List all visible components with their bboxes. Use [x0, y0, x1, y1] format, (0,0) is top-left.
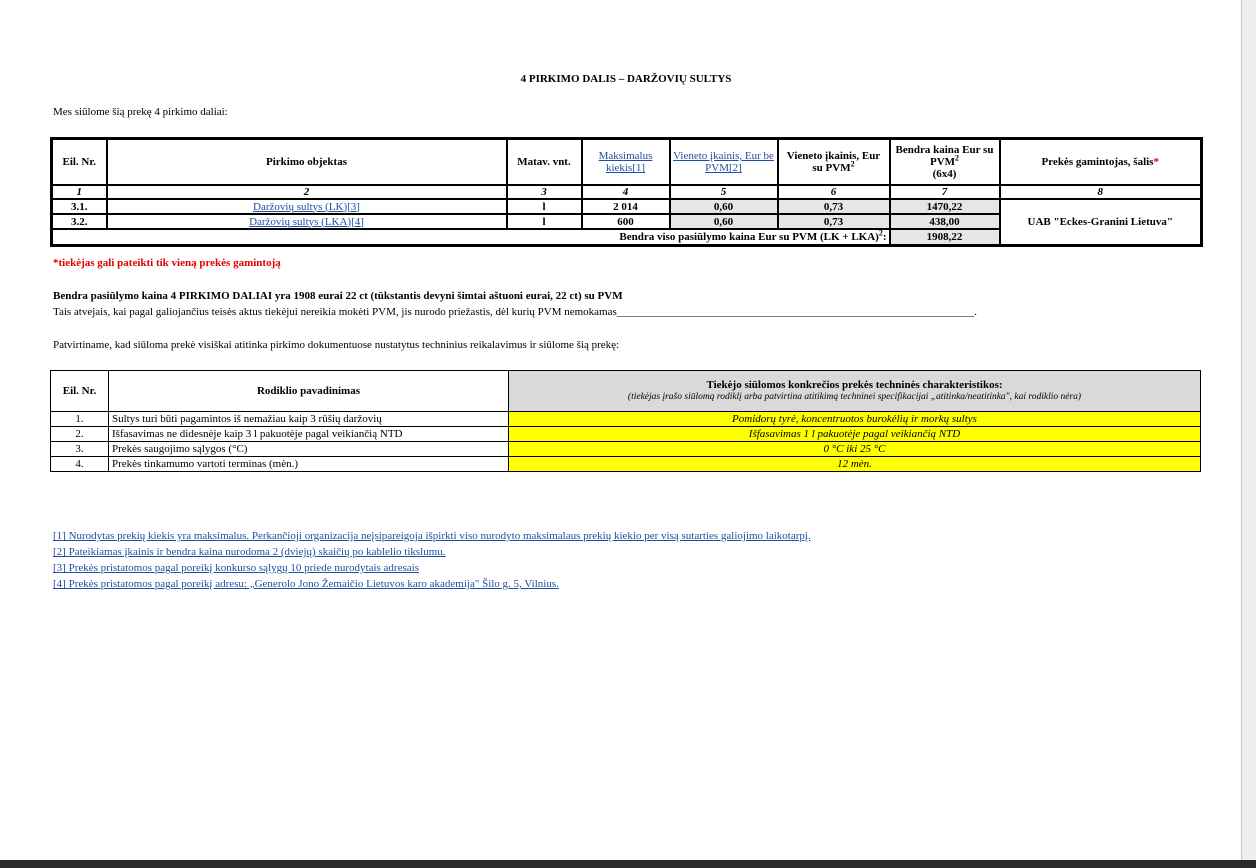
total-label-sup: 2: [878, 228, 883, 238]
char-header-title: Tiekėjo siūlomos konkrečios prekės techninės charakteristikos:: [706, 379, 1003, 391]
char-row-value[interactable]: 0 °C iki 25 °C: [509, 442, 1201, 457]
document-title: 4 PIRKIMO DALIS – DARŽOVIŲ SULTYS: [520, 73, 732, 85]
header-objektas: Pirkimo objektas: [107, 139, 507, 186]
row-kaina-su[interactable]: 0,73: [778, 214, 890, 229]
intro-text: Mes siūlome šią prekę 4 pirkimo daliai:: [53, 106, 228, 118]
footnote-4: [53, 578, 559, 590]
header-kiekis-link[interactable]: Maksimalus kiekis[1]: [598, 150, 653, 174]
offer-table-header: [52, 139, 1202, 186]
vertical-scrollbar[interactable]: [1241, 0, 1256, 868]
row-matav: l: [507, 199, 582, 214]
footnote-3: [53, 562, 419, 574]
row-matav: l: [507, 214, 582, 229]
column-number: 8: [1000, 185, 1202, 199]
char-row-nr: 2.: [51, 427, 109, 442]
char-row-nr: 4.: [51, 457, 109, 472]
price-statement: Bendra pasiūlymo kaina 4 PIRKIMO DALIAI yra 1908 eurai 22 ct (tūkstantis devyni šimtai aštuoni eurai, 22 ct) su PVM: [53, 290, 623, 302]
footnote-3-link[interactable]: [3] Prekės pristatomos pagal poreikį konkurso sąlygų 10 priede nurodytais adresais: [53, 562, 419, 574]
header-bendra: [890, 139, 1000, 186]
total-label-suffix: :: [882, 231, 887, 243]
total-label: [52, 229, 890, 246]
char-row-nr: 3.: [51, 442, 109, 457]
header-bendra-text: Bendra kaina Eur su PVM: [895, 144, 994, 168]
bottom-edge: [0, 860, 1256, 868]
row-bendra[interactable]: 438,00: [890, 214, 1000, 229]
char-row-rodiklis: Išfasavimas ne didesnėje kaip 3 l pakuotėje pagal veikiančią NTD: [109, 427, 509, 442]
confirm-statement: Patvirtiname, kad siūloma prekė visiškai atitinka pirkimo dokumentuose nustatytus techninius reikalavimus ir siūlome šią prekę:: [53, 339, 620, 351]
header-kaina-be: [670, 139, 778, 186]
header-kaina-su-text: Vieneto įkainis, Eur su PVM: [786, 150, 881, 174]
column-number: 1: [52, 185, 107, 199]
characteristics-table: [50, 370, 1201, 472]
table-row: [51, 457, 1201, 472]
row-kiekis: 600: [582, 214, 670, 229]
row-nr: 3.2.: [52, 214, 107, 229]
footnote-4-link[interactable]: [4] Prekės pristatomos pagal poreikį adresu: „Generolo Jono Žemaičio Lietuvos karo akademija" Šilo g. 5, Vilnius.: [53, 578, 559, 590]
column-number: 3: [507, 185, 582, 199]
footnote-1: [53, 530, 811, 542]
column-number: 7: [890, 185, 1000, 199]
footnote-2: [53, 546, 446, 558]
char-header-rodiklis: Rodiklio pavadinimas: [109, 371, 509, 412]
char-row-rodiklis: Sultys turi būti pagamintos iš nemažiau kaip 3 rūšių daržovių: [109, 412, 509, 427]
char-header-charakteristikos: [509, 371, 1201, 412]
header-kaina-su-sup: 2: [850, 159, 855, 169]
header-bendra-sup: 2: [955, 153, 960, 163]
char-header-note: (tiekėjas įrašo siūlomą rodiklį arba patvirtina atitikimą techninei specifikacijai „atitinka/neatitinka", kai rodiklio nėra): [627, 392, 1082, 402]
char-row-nr: 1.: [51, 412, 109, 427]
char-row-value[interactable]: Pomidorų tyrė, koncentruotos burokėlių ir morkų sultys: [509, 412, 1201, 427]
offer-table: [50, 137, 1203, 247]
header-gamintojas: [1000, 139, 1202, 186]
column-number: 2: [107, 185, 507, 199]
column-number: 5: [670, 185, 778, 199]
header-matav: Matav. vnt.: [507, 139, 582, 186]
row-objektas: [107, 199, 507, 214]
row-bendra[interactable]: 1470,22: [890, 199, 1000, 214]
vat-statement: Tais atvejais, kai pagal galiojančius teisės aktus tiekėjui nereikia mokėti PVM, jis nurodo priežastis, dėl kurių PVM nemokamas_________________________________________________________________.: [53, 306, 978, 318]
char-row-rodiklis: Prekės tinkamumo vartoti terminas (mėn.): [109, 457, 509, 472]
char-header-eil-nr: Eil. Nr.: [51, 371, 109, 412]
footnote-2-link[interactable]: [2] Pateikiamas įkainis ir bendra kaina nurodoma 2 (dviejų) skaičių po kablelio tikslumu.: [53, 546, 446, 558]
table-row: [51, 412, 1201, 427]
header-eil-nr: Eil. Nr.: [52, 139, 107, 186]
row-nr: 3.1.: [52, 199, 107, 214]
row-kiekis: 2 014: [582, 199, 670, 214]
characteristics-header: [51, 371, 1201, 412]
char-row-rodiklis: Prekės saugojimo sąlygos (°C): [109, 442, 509, 457]
header-kaina-be-link[interactable]: Vieneto įkainis, Eur be PVM[2]: [673, 150, 774, 174]
row-kaina-be[interactable]: 0,60: [670, 214, 778, 229]
header-bendra-formula: (6x4): [932, 168, 957, 180]
column-number-row: [52, 185, 1202, 199]
total-label-text: Bendra viso pasiūlymo kaina Eur su PVM (LK + LKA): [619, 231, 879, 243]
total-value[interactable]: 1908,22: [890, 229, 1000, 246]
row-kaina-su[interactable]: 0,73: [778, 199, 890, 214]
column-number: 4: [582, 185, 670, 199]
row-objektas-link[interactable]: Daržovių sultys (LKA)[4]: [249, 215, 364, 228]
row-kaina-be[interactable]: 0,60: [670, 199, 778, 214]
table-row: [52, 199, 1202, 214]
row-objektas-link[interactable]: Daržovių sultys (LK)[3]: [253, 200, 360, 213]
char-row-value[interactable]: Išfasavimas 1 l pakuotėje pagal veikiančią NTD: [509, 427, 1201, 442]
manufacturer-note: *tiekėjas gali pateikti tik vieną prekės gamintoją: [53, 257, 281, 269]
table-row: [51, 427, 1201, 442]
char-row-value[interactable]: 12 mėn.: [509, 457, 1201, 472]
header-kiekis: [582, 139, 670, 186]
required-asterisk: *: [1153, 156, 1159, 168]
manufacturer-cell[interactable]: UAB "Eckes-Granini Lietuva": [1000, 199, 1202, 246]
header-gamintojas-text: Prekės gamintojas, šalis: [1041, 156, 1154, 168]
row-objektas: [107, 214, 507, 229]
column-number: 6: [778, 185, 890, 199]
header-kaina-su: [778, 139, 890, 186]
footnote-1-link[interactable]: [1] Nurodytas prekių kiekis yra maksimalus. Perkančioji organizacija neįsipareigoja išpirkti viso nurodyto maksimalaus prekių kiekio per visą sutarties galiojimo laikotarpį.: [53, 530, 811, 542]
table-row: [51, 442, 1201, 457]
